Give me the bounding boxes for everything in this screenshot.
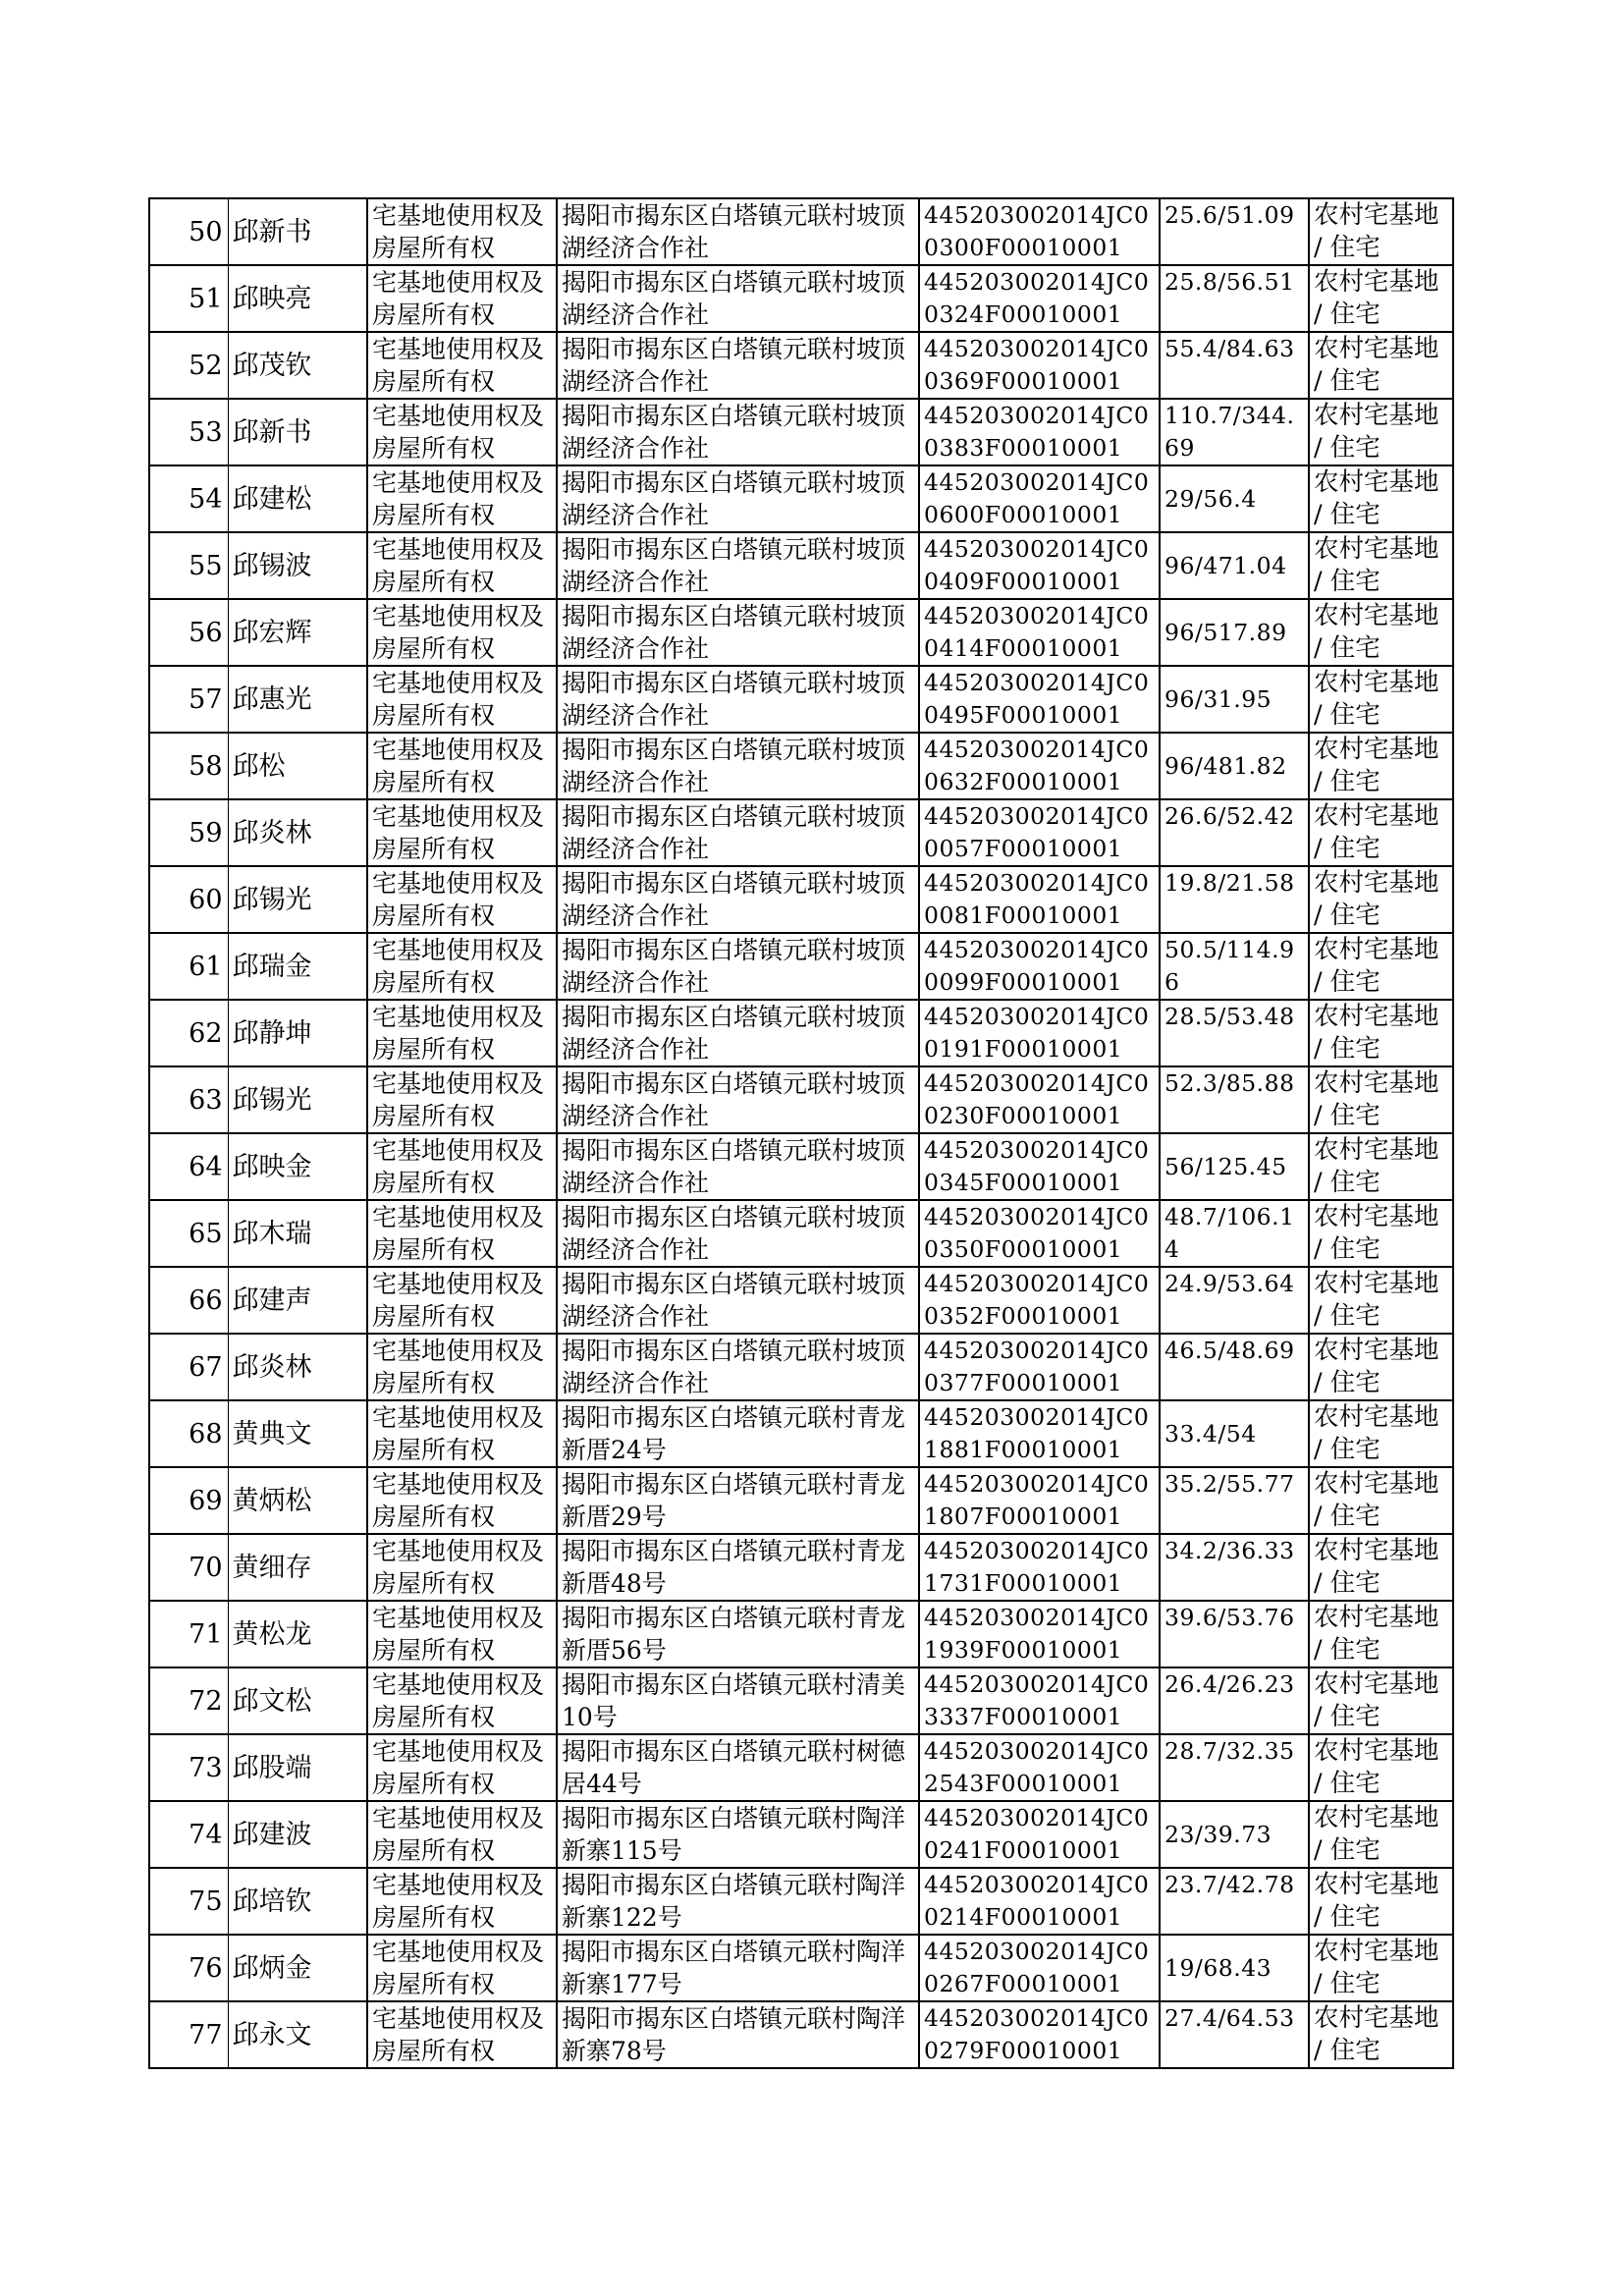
certificate-number-cell: 445203002014JC00214F00010001	[919, 1868, 1160, 1935]
land-use-cell: 农村宅基地 / 住宅	[1309, 332, 1453, 399]
area-value-cell: 35.2/55.77	[1160, 1467, 1309, 1534]
area-value-cell: 33.4/54	[1160, 1400, 1309, 1467]
certificate-number-cell: 445203002014JC01807F00010001	[919, 1467, 1160, 1534]
land-use-cell: 农村宅基地 / 住宅	[1309, 599, 1453, 666]
owner-name-cell: 黄松龙	[228, 1601, 367, 1667]
certificate-number-cell: 445203002014JC00409F00010001	[919, 532, 1160, 599]
table-row	[149, 599, 1453, 666]
owner-name-cell: 邱炎林	[228, 1334, 367, 1400]
property-location-cell: 揭阳市揭东区白塔镇元联村陶洋新寨177号	[557, 1935, 919, 2001]
property-location-cell: 揭阳市揭东区白塔镇元联村坡顶湖经济合作社	[557, 532, 919, 599]
certificate-number-cell: 445203002014JC00495F00010001	[919, 666, 1160, 733]
table-row	[149, 1066, 1453, 1133]
right-type-cell: 宅基地使用权及房屋所有权	[367, 1000, 557, 1066]
table-row	[149, 1734, 1453, 1801]
area-value-cell: 96/31.95	[1160, 666, 1309, 733]
right-type-cell: 宅基地使用权及房屋所有权	[367, 1868, 557, 1935]
owner-name-cell: 邱炳金	[228, 1935, 367, 2001]
certificate-number-cell: 445203002014JC00099F00010001	[919, 933, 1160, 1000]
table-row	[149, 1667, 1453, 1734]
certificate-number-cell: 445203002014JC00369F00010001	[919, 332, 1160, 399]
right-type-cell: 宅基地使用权及房屋所有权	[367, 265, 557, 332]
table-row	[149, 799, 1453, 866]
area-value-cell: 50.5/114.96	[1160, 933, 1309, 1000]
owner-name-cell: 黄典文	[228, 1400, 367, 1467]
owner-name-cell: 邱茂钦	[228, 332, 367, 399]
right-type-cell: 宅基地使用权及房屋所有权	[367, 1801, 557, 1868]
owner-name-cell: 邱建松	[228, 465, 367, 532]
area-value-cell: 56/125.45	[1160, 1133, 1309, 1200]
certificate-number-cell: 445203002014JC01881F00010001	[919, 1400, 1160, 1467]
right-type-cell: 宅基地使用权及房屋所有权	[367, 1066, 557, 1133]
right-type-cell: 宅基地使用权及房屋所有权	[367, 1334, 557, 1400]
table-row	[149, 1601, 1453, 1667]
land-use-cell: 农村宅基地 / 住宅	[1309, 532, 1453, 599]
area-value-cell: 110.7/344.69	[1160, 399, 1309, 465]
land-use-cell: 农村宅基地 / 住宅	[1309, 465, 1453, 532]
row-number-cell: 67	[149, 1334, 228, 1400]
table-row	[149, 1467, 1453, 1534]
row-number-cell: 74	[149, 1801, 228, 1868]
area-value-cell: 96/481.82	[1160, 733, 1309, 799]
certificate-number-cell: 445203002014JC00191F00010001	[919, 1000, 1160, 1066]
row-number-cell: 65	[149, 1200, 228, 1267]
area-value-cell: 28.5/53.48	[1160, 1000, 1309, 1066]
registry-table	[148, 197, 1454, 2069]
row-number-cell: 63	[149, 1066, 228, 1133]
land-use-cell: 农村宅基地 / 住宅	[1309, 1801, 1453, 1868]
property-location-cell: 揭阳市揭东区白塔镇元联村坡顶湖经济合作社	[557, 332, 919, 399]
area-value-cell: 29/56.4	[1160, 465, 1309, 532]
property-location-cell: 揭阳市揭东区白塔镇元联村陶洋新寨122号	[557, 1868, 919, 1935]
table-row	[149, 1334, 1453, 1400]
land-use-cell: 农村宅基地 / 住宅	[1309, 1734, 1453, 1801]
right-type-cell: 宅基地使用权及房屋所有权	[367, 532, 557, 599]
land-use-cell: 农村宅基地 / 住宅	[1309, 1467, 1453, 1534]
row-number-cell: 76	[149, 1935, 228, 2001]
owner-name-cell: 黄炳松	[228, 1467, 367, 1534]
land-use-cell: 农村宅基地 / 住宅	[1309, 265, 1453, 332]
area-value-cell: 55.4/84.63	[1160, 332, 1309, 399]
land-use-cell: 农村宅基地 / 住宅	[1309, 1868, 1453, 1935]
property-location-cell: 揭阳市揭东区白塔镇元联村坡顶湖经济合作社	[557, 799, 919, 866]
owner-name-cell: 邱建声	[228, 1267, 367, 1334]
owner-name-cell: 邱惠光	[228, 666, 367, 733]
certificate-number-cell: 445203002014JC00352F00010001	[919, 1267, 1160, 1334]
table-row	[149, 1534, 1453, 1601]
area-value-cell: 52.3/85.88	[1160, 1066, 1309, 1133]
table-row	[149, 1000, 1453, 1066]
land-use-cell: 农村宅基地 / 住宅	[1309, 1601, 1453, 1667]
property-location-cell: 揭阳市揭东区白塔镇元联村坡顶湖经济合作社	[557, 666, 919, 733]
land-use-cell: 农村宅基地 / 住宅	[1309, 399, 1453, 465]
property-location-cell: 揭阳市揭东区白塔镇元联村坡顶湖经济合作社	[557, 399, 919, 465]
owner-name-cell: 邱锡光	[228, 1066, 367, 1133]
area-value-cell: 24.9/53.64	[1160, 1267, 1309, 1334]
row-number-cell: 55	[149, 532, 228, 599]
row-number-cell: 70	[149, 1534, 228, 1601]
row-number-cell: 72	[149, 1667, 228, 1734]
certificate-number-cell: 445203002014JC00383F00010001	[919, 399, 1160, 465]
owner-name-cell: 邱新书	[228, 399, 367, 465]
area-value-cell: 96/471.04	[1160, 532, 1309, 599]
area-value-cell: 23/39.73	[1160, 1801, 1309, 1868]
table-row	[149, 733, 1453, 799]
certificate-number-cell: 445203002014JC03337F00010001	[919, 1667, 1160, 1734]
certificate-number-cell: 445203002014JC01939F00010001	[919, 1601, 1160, 1667]
property-location-cell: 揭阳市揭东区白塔镇元联村青龙新厝56号	[557, 1601, 919, 1667]
area-value-cell: 25.8/56.51	[1160, 265, 1309, 332]
right-type-cell: 宅基地使用权及房屋所有权	[367, 1133, 557, 1200]
land-use-cell: 农村宅基地 / 住宅	[1309, 866, 1453, 933]
owner-name-cell: 邱炎林	[228, 799, 367, 866]
property-location-cell: 揭阳市揭东区白塔镇元联村青龙新厝48号	[557, 1534, 919, 1601]
certificate-number-cell: 445203002014JC00414F00010001	[919, 599, 1160, 666]
registry-table-body	[149, 198, 1453, 2068]
right-type-cell: 宅基地使用权及房屋所有权	[367, 465, 557, 532]
right-type-cell: 宅基地使用权及房屋所有权	[367, 599, 557, 666]
area-value-cell: 19.8/21.58	[1160, 866, 1309, 933]
right-type-cell: 宅基地使用权及房屋所有权	[367, 1534, 557, 1601]
table-row	[149, 332, 1453, 399]
certificate-number-cell: 445203002014JC00081F00010001	[919, 866, 1160, 933]
row-number-cell: 61	[149, 933, 228, 1000]
land-use-cell: 农村宅基地 / 住宅	[1309, 733, 1453, 799]
right-type-cell: 宅基地使用权及房屋所有权	[367, 332, 557, 399]
table-row	[149, 1267, 1453, 1334]
table-row	[149, 198, 1453, 265]
land-use-cell: 农村宅基地 / 住宅	[1309, 1667, 1453, 1734]
table-row	[149, 1935, 1453, 2001]
property-location-cell: 揭阳市揭东区白塔镇元联村坡顶湖经济合作社	[557, 1000, 919, 1066]
right-type-cell: 宅基地使用权及房屋所有权	[367, 1267, 557, 1334]
certificate-number-cell: 445203002014JC00632F00010001	[919, 733, 1160, 799]
row-number-cell: 57	[149, 666, 228, 733]
table-row	[149, 933, 1453, 1000]
owner-name-cell: 邱木瑞	[228, 1200, 367, 1267]
property-location-cell: 揭阳市揭东区白塔镇元联村坡顶湖经济合作社	[557, 465, 919, 532]
property-location-cell: 揭阳市揭东区白塔镇元联村青龙新厝24号	[557, 1400, 919, 1467]
row-number-cell: 52	[149, 332, 228, 399]
row-number-cell: 71	[149, 1601, 228, 1667]
table-row	[149, 399, 1453, 465]
land-use-cell: 农村宅基地 / 住宅	[1309, 1534, 1453, 1601]
certificate-number-cell: 445203002014JC01731F00010001	[919, 1534, 1160, 1601]
certificate-number-cell: 445203002014JC00057F00010001	[919, 799, 1160, 866]
right-type-cell: 宅基地使用权及房屋所有权	[367, 399, 557, 465]
certificate-number-cell: 445203002014JC00350F00010001	[919, 1200, 1160, 1267]
table-row	[149, 866, 1453, 933]
right-type-cell: 宅基地使用权及房屋所有权	[367, 1935, 557, 2001]
area-value-cell: 25.6/51.09	[1160, 198, 1309, 265]
owner-name-cell: 邱文松	[228, 1667, 367, 1734]
land-use-cell: 农村宅基地 / 住宅	[1309, 1334, 1453, 1400]
land-use-cell: 农村宅基地 / 住宅	[1309, 1066, 1453, 1133]
row-number-cell: 58	[149, 733, 228, 799]
property-location-cell: 揭阳市揭东区白塔镇元联村坡顶湖经济合作社	[557, 733, 919, 799]
right-type-cell: 宅基地使用权及房屋所有权	[367, 666, 557, 733]
certificate-number-cell: 445203002014JC00230F00010001	[919, 1066, 1160, 1133]
property-location-cell: 揭阳市揭东区白塔镇元联村坡顶湖经济合作社	[557, 265, 919, 332]
row-number-cell: 51	[149, 265, 228, 332]
right-type-cell: 宅基地使用权及房屋所有权	[367, 2001, 557, 2068]
property-location-cell: 揭阳市揭东区白塔镇元联村陶洋新寨78号	[557, 2001, 919, 2068]
owner-name-cell: 邱松	[228, 733, 367, 799]
row-number-cell: 56	[149, 599, 228, 666]
property-location-cell: 揭阳市揭东区白塔镇元联村坡顶湖经济合作社	[557, 1066, 919, 1133]
area-value-cell: 34.2/36.33	[1160, 1534, 1309, 1601]
property-location-cell: 揭阳市揭东区白塔镇元联村坡顶湖经济合作社	[557, 1267, 919, 1334]
right-type-cell: 宅基地使用权及房屋所有权	[367, 1734, 557, 1801]
land-use-cell: 农村宅基地 / 住宅	[1309, 666, 1453, 733]
table-row	[149, 532, 1453, 599]
right-type-cell: 宅基地使用权及房屋所有权	[367, 1467, 557, 1534]
area-value-cell: 19/68.43	[1160, 1935, 1309, 2001]
owner-name-cell: 邱培钦	[228, 1868, 367, 1935]
row-number-cell: 66	[149, 1267, 228, 1334]
right-type-cell: 宅基地使用权及房屋所有权	[367, 799, 557, 866]
table-row	[149, 1801, 1453, 1868]
certificate-number-cell: 445203002014JC00600F00010001	[919, 465, 1160, 532]
row-number-cell: 77	[149, 2001, 228, 2068]
table-row	[149, 666, 1453, 733]
property-location-cell: 揭阳市揭东区白塔镇元联村坡顶湖经济合作社	[557, 933, 919, 1000]
land-use-cell: 农村宅基地 / 住宅	[1309, 1935, 1453, 2001]
land-use-cell: 农村宅基地 / 住宅	[1309, 799, 1453, 866]
area-value-cell: 48.7/106.14	[1160, 1200, 1309, 1267]
area-value-cell: 96/517.89	[1160, 599, 1309, 666]
property-location-cell: 揭阳市揭东区白塔镇元联村坡顶湖经济合作社	[557, 1334, 919, 1400]
area-value-cell: 26.6/52.42	[1160, 799, 1309, 866]
owner-name-cell: 邱锡光	[228, 866, 367, 933]
table-row	[149, 1868, 1453, 1935]
row-number-cell: 75	[149, 1868, 228, 1935]
right-type-cell: 宅基地使用权及房屋所有权	[367, 866, 557, 933]
property-location-cell: 揭阳市揭东区白塔镇元联村坡顶湖经济合作社	[557, 1133, 919, 1200]
right-type-cell: 宅基地使用权及房屋所有权	[367, 198, 557, 265]
certificate-number-cell: 445203002014JC00377F00010001	[919, 1334, 1160, 1400]
land-use-cell: 农村宅基地 / 住宅	[1309, 1400, 1453, 1467]
owner-name-cell: 邱建波	[228, 1801, 367, 1868]
certificate-number-cell: 445203002014JC00324F00010001	[919, 265, 1160, 332]
land-use-cell: 农村宅基地 / 住宅	[1309, 1000, 1453, 1066]
property-location-cell: 揭阳市揭东区白塔镇元联村青龙新厝29号	[557, 1467, 919, 1534]
area-value-cell: 39.6/53.76	[1160, 1601, 1309, 1667]
right-type-cell: 宅基地使用权及房屋所有权	[367, 1667, 557, 1734]
table-row	[149, 265, 1453, 332]
area-value-cell: 26.4/26.23	[1160, 1667, 1309, 1734]
owner-name-cell: 邱宏辉	[228, 599, 367, 666]
owner-name-cell: 邱映金	[228, 1133, 367, 1200]
certificate-number-cell: 445203002014JC00267F00010001	[919, 1935, 1160, 2001]
area-value-cell: 23.7/42.78	[1160, 1868, 1309, 1935]
certificate-number-cell: 445203002014JC00279F00010001	[919, 2001, 1160, 2068]
land-use-cell: 农村宅基地 / 住宅	[1309, 1267, 1453, 1334]
property-location-cell: 揭阳市揭东区白塔镇元联村陶洋新寨115号	[557, 1801, 919, 1868]
row-number-cell: 60	[149, 866, 228, 933]
row-number-cell: 50	[149, 198, 228, 265]
owner-name-cell: 邱新书	[228, 198, 367, 265]
owner-name-cell: 邱永文	[228, 2001, 367, 2068]
row-number-cell: 69	[149, 1467, 228, 1534]
table-row	[149, 1200, 1453, 1267]
property-location-cell: 揭阳市揭东区白塔镇元联村坡顶湖经济合作社	[557, 1200, 919, 1267]
owner-name-cell: 黄细存	[228, 1534, 367, 1601]
land-use-cell: 农村宅基地 / 住宅	[1309, 1133, 1453, 1200]
owner-name-cell: 邱映亮	[228, 265, 367, 332]
land-use-cell: 农村宅基地 / 住宅	[1309, 933, 1453, 1000]
table-row	[149, 1400, 1453, 1467]
owner-name-cell: 邱锡波	[228, 532, 367, 599]
table-row	[149, 465, 1453, 532]
right-type-cell: 宅基地使用权及房屋所有权	[367, 933, 557, 1000]
right-type-cell: 宅基地使用权及房屋所有权	[367, 1400, 557, 1467]
row-number-cell: 54	[149, 465, 228, 532]
certificate-number-cell: 445203002014JC00241F00010001	[919, 1801, 1160, 1868]
land-use-cell: 农村宅基地 / 住宅	[1309, 2001, 1453, 2068]
area-value-cell: 28.7/32.35	[1160, 1734, 1309, 1801]
property-location-cell: 揭阳市揭东区白塔镇元联村坡顶湖经济合作社	[557, 599, 919, 666]
property-location-cell: 揭阳市揭东区白塔镇元联村树德居44号	[557, 1734, 919, 1801]
land-use-cell: 农村宅基地 / 住宅	[1309, 1200, 1453, 1267]
row-number-cell: 59	[149, 799, 228, 866]
property-location-cell: 揭阳市揭东区白塔镇元联村坡顶湖经济合作社	[557, 198, 919, 265]
certificate-number-cell: 445203002014JC00345F00010001	[919, 1133, 1160, 1200]
right-type-cell: 宅基地使用权及房屋所有权	[367, 1200, 557, 1267]
area-value-cell: 27.4/64.53	[1160, 2001, 1309, 2068]
property-location-cell: 揭阳市揭东区白塔镇元联村清美10号	[557, 1667, 919, 1734]
area-value-cell: 46.5/48.69	[1160, 1334, 1309, 1400]
land-use-cell: 农村宅基地 / 住宅	[1309, 198, 1453, 265]
row-number-cell: 53	[149, 399, 228, 465]
row-number-cell: 62	[149, 1000, 228, 1066]
owner-name-cell: 邱静坤	[228, 1000, 367, 1066]
owner-name-cell: 邱股端	[228, 1734, 367, 1801]
row-number-cell: 73	[149, 1734, 228, 1801]
row-number-cell: 68	[149, 1400, 228, 1467]
right-type-cell: 宅基地使用权及房屋所有权	[367, 733, 557, 799]
right-type-cell: 宅基地使用权及房屋所有权	[367, 1601, 557, 1667]
certificate-number-cell: 445203002014JC00300F00010001	[919, 198, 1160, 265]
row-number-cell: 64	[149, 1133, 228, 1200]
property-location-cell: 揭阳市揭东区白塔镇元联村坡顶湖经济合作社	[557, 866, 919, 933]
owner-name-cell: 邱瑞金	[228, 933, 367, 1000]
table-row	[149, 1133, 1453, 1200]
certificate-number-cell: 445203002014JC02543F00010001	[919, 1734, 1160, 1801]
table-row	[149, 2001, 1453, 2068]
